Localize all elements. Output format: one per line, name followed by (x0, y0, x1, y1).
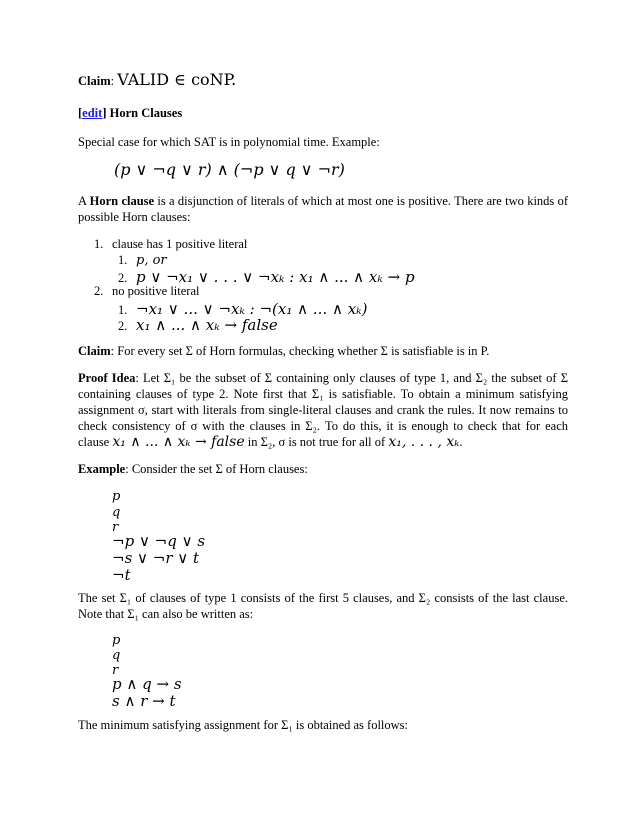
kind-item: 1. clause has 1 positive literal (94, 237, 248, 251)
final-text: The minimum satisfying assignment for Σ₁ is obtained as follows: (78, 718, 408, 732)
clause: p (112, 489, 121, 504)
section-heading: [edit] Horn Clauses (78, 106, 183, 120)
kind-subitem: 1. ¬x₁ ∨ ... ∨ ¬xₖ : ¬(x₁ ∧ ... ∧ xₖ) (118, 300, 368, 318)
clause: ¬p ∨ ¬q ∨ s (112, 532, 206, 550)
intro-text: Special case for which SAT is in polynomial time. Example: (78, 135, 380, 149)
clause: s ∧ r → t (112, 692, 176, 710)
example-formula: (p ∨ ¬q ∨ r) ∧ (¬p ∨ q ∨ ¬r) (114, 160, 345, 179)
clause: q (112, 648, 121, 663)
clause: r (112, 520, 119, 535)
example-heading: Example: Consider the set Σ of Horn clauses: (78, 462, 308, 476)
clause: ¬t (112, 566, 131, 584)
kind-subitem: 2. p ∨ ¬x₁ ∨ . . . ∨ ¬xₖ : x₁ ∧ ... ∧ xₖ → p (118, 268, 415, 286)
section-title: Horn Clauses (109, 106, 183, 120)
claim-valid: Claim: VALID ∈ coNP. (78, 70, 237, 89)
proof-idea: Proof Idea: Let Σ₁ be the subset of Σ containing only clauses of type 1, and Σ₂ the subset of Σ containing clauses of type 2. Note first that Σ₁ is satisfiable. To obtain a minimum satisfying assignment σ, start with literals from single-literal clauses and crank the rules. It now remains to check consistency of σ with the clauses in Σ₂. To do this, it is enough to check that for each clause x₁ ∧ ... ∧ xₖ → false in Σ₂, σ is not true for all of x₁, . . . , xₖ. (78, 371, 568, 450)
clause: p ∧ q → s (112, 675, 182, 693)
kind-subitem: 2. x₁ ∧ ... ∧ xₖ → false (118, 316, 278, 334)
edit-link[interactable]: edit (82, 106, 103, 120)
claim-label: Claim (78, 74, 111, 88)
sets-description: The set Σ₁ of clauses of type 1 consists of the first 5 clauses, and Σ₂ consists of the last clause. Note that Σ₁ can also be written as: (78, 591, 568, 621)
clause: ¬s ∨ ¬r ∨ t (112, 549, 200, 567)
clause: q (112, 505, 121, 520)
clause: p (112, 633, 121, 648)
claim-valid-math: VALID ∈ coNP. (117, 70, 237, 89)
horn-definition: A Horn clause is a disjunction of literals of which at most one is positive. There are two kinds of possible Horn clauses: (78, 194, 568, 224)
claim-horn: Claim: For every set Σ of Horn formulas, checking whether Σ is satisfiable is in P. (78, 344, 490, 358)
kind-item: 2. no positive literal (94, 284, 200, 298)
clause: r (112, 663, 119, 678)
kind-subitem: 1. p, or (118, 253, 167, 268)
